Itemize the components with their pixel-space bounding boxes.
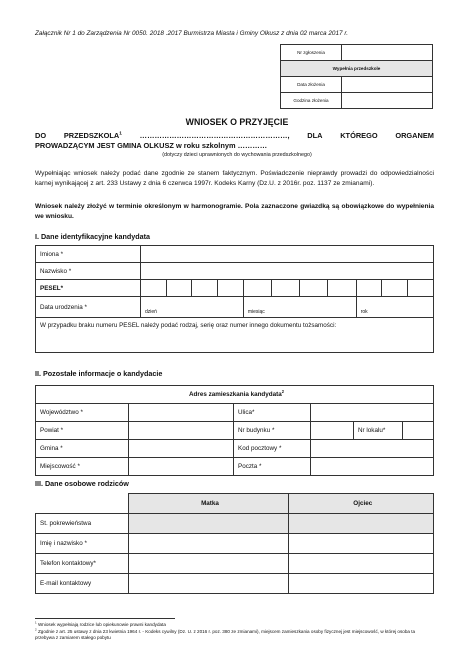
powiat-field[interactable] [129, 422, 234, 440]
wypelnia-przedszkole-label: Wypełnia przedszkole [281, 61, 433, 77]
ojciec-field[interactable] [288, 573, 434, 593]
godzina-zlozenia-label: Godzina złożenia [281, 93, 342, 109]
intro-do: DO [35, 131, 47, 140]
kod-pocztowy-label: Kod pocztowy * [234, 440, 311, 458]
ojciec-field[interactable] [288, 533, 434, 553]
pesel-digit[interactable] [382, 280, 408, 297]
footnote-2: $^2$ Zgodnie z art. 25 ustawy z dnia 23 kwietnia 1964 r. - Kodeks cywilny (Dz. U. z 2016 r. poz. 380 ze zmianami), miejscem zamieszkania osoby fizycznej jest miejscowość, w której osoba ta przebywa z zamiarem stałego pobytu [35, 627, 416, 640]
pesel-digit[interactable] [408, 280, 434, 297]
rok-field[interactable]: rok [356, 297, 433, 318]
matka-field[interactable] [128, 513, 288, 533]
intro-organem: ORGANEM [395, 131, 434, 140]
intro-note: (dotyczy dzieci uprawnionych do wychowania przedszkolnego) [162, 152, 312, 158]
data-urodzenia-label: Data urodzenia * [36, 297, 141, 318]
section-1-title: I. Dane identyfikacyjne kandydata [35, 232, 151, 241]
matka-header: Matka [128, 494, 288, 514]
header-note: Załącznik Nr 1 do Zarządzenia Nr 0050. 2018 .2017 Burmistrza Miasta i Gminy Olkusz z dnia 02 marca 2017 r. [35, 30, 349, 37]
matka-field[interactable] [128, 553, 288, 573]
data-zlozenia-label: Data złożenia [281, 77, 342, 93]
parents-table [35, 493, 434, 594]
nr-budynku-field[interactable] [311, 422, 354, 440]
other-document-label: W przypadku braku numeru PESEL należy podać rodzaj, serię oraz numer innego dokumentu tożsamości: [40, 322, 337, 329]
pesel-digit[interactable] [328, 280, 356, 297]
wojewodztwo-field[interactable] [129, 404, 234, 422]
matka-field[interactable] [128, 573, 288, 593]
candidate-address-table [35, 385, 434, 476]
pesel-digit[interactable] [192, 280, 218, 297]
ojciec-field[interactable] [288, 553, 434, 573]
nr-lokalu-field[interactable] [403, 422, 434, 440]
section-2-title: II. Pozostałe informacje o kandydacie [35, 369, 163, 378]
ulica-field[interactable] [311, 404, 434, 422]
intro-dots: ……………………………………………………, [139, 131, 290, 140]
intro-dla: DLA [307, 131, 323, 140]
ulica-label: Ulica* [234, 404, 311, 422]
powiat-label: Powiat * [36, 422, 129, 440]
parent-row-label: St. pokrewieństwa [36, 513, 129, 533]
nr-budynku-label: Nr budynku * [234, 422, 311, 440]
intro-ktorego: KTÓREGO [340, 131, 378, 140]
nr-zgloszenia-label: Nr zgłoszenia [281, 45, 342, 61]
data-zlozenia-field[interactable] [342, 77, 433, 93]
ojciec-field[interactable] [288, 513, 434, 533]
pesel-digit[interactable] [300, 280, 328, 297]
pesel-label: PESEL* [36, 280, 141, 297]
gmina-label: Gmina * [36, 440, 129, 458]
poczta-field[interactable] [311, 458, 434, 476]
parent-row-label: Telefon kontaktowy* [36, 553, 129, 573]
imiona-field[interactable] [141, 246, 434, 263]
other-document-field[interactable] [36, 318, 434, 353]
nazwisko-field[interactable] [141, 263, 434, 280]
candidate-identity-table [35, 245, 434, 353]
matka-field[interactable] [128, 533, 288, 553]
pesel-digit[interactable] [166, 280, 192, 297]
ojciec-header: Ojciec [288, 494, 434, 514]
nr-lokalu-label: Nr lokalu* [354, 422, 403, 440]
miesiac-field[interactable]: miesiąc [243, 297, 356, 318]
poczta-label: Poczta * [234, 458, 311, 476]
miejscowosc-label: Miejscowość * [36, 458, 129, 476]
adres-header: Adres zamieszkania kandydata$^2$ [36, 386, 434, 404]
intro-line-2: PROWADZĄCYM JEST GMINA OLKUSZ w roku szkolnym ………… [35, 141, 268, 150]
parent-row-label: Imię i nazwisko * [36, 533, 129, 553]
pesel-digit[interactable] [218, 280, 244, 297]
pesel-digit[interactable] [141, 280, 167, 297]
wojewodztwo-label: Województwo * [36, 404, 129, 422]
footnote-1: $^1$ Wniosek wypełniają rodzice lub opiekunowie prawni kandydata [35, 620, 166, 627]
pesel-digit[interactable] [356, 280, 382, 297]
nr-zgloszenia-field[interactable] [342, 45, 433, 61]
intro-line-1 [35, 131, 434, 140]
godzina-zlozenia-field[interactable] [342, 93, 433, 109]
pesel-digit[interactable] [272, 280, 300, 297]
gmina-field[interactable] [129, 440, 234, 458]
office-box [280, 44, 433, 109]
footnote-divider [35, 618, 175, 619]
nazwisko-label: Nazwisko * [36, 263, 141, 280]
section-3-title: III. Dane osobowe rodziców [35, 479, 129, 488]
parents-corner [36, 494, 129, 514]
form-title: WNIOSEK O PRZYJĘCIE [185, 117, 289, 127]
instruction-paragraph: Wypełniając wniosek należy podać dane zgodnie ze stanem faktycznym. Poświadczenie nieprawdy prowadzi do odpowiedzialności karnej wynikającej z art. 233 Ustawy z dnia 6 czerwca 1997r. Kodeks Karny (Dz.U. z 2016r. poz. 1137 ze zmianami). [35, 170, 434, 187]
miejscowosc-field[interactable] [129, 458, 234, 476]
deadline-paragraph: Wniosek należy złożyć w terminie określonym w harmonogramie. Pola zaznaczone gwiazdką są obowiązkowe do wypełnienia we wniosku. [35, 203, 434, 220]
pesel-digit[interactable] [243, 280, 271, 297]
kod-pocztowy-field[interactable] [311, 440, 434, 458]
intro-przedszkola: PRZEDSZKOLA$^1$ [63, 131, 122, 140]
imiona-label: Imiona * [36, 246, 141, 263]
parent-row-label: E-mail kontaktowy [36, 573, 129, 593]
dzien-field[interactable]: dzień [141, 297, 244, 318]
